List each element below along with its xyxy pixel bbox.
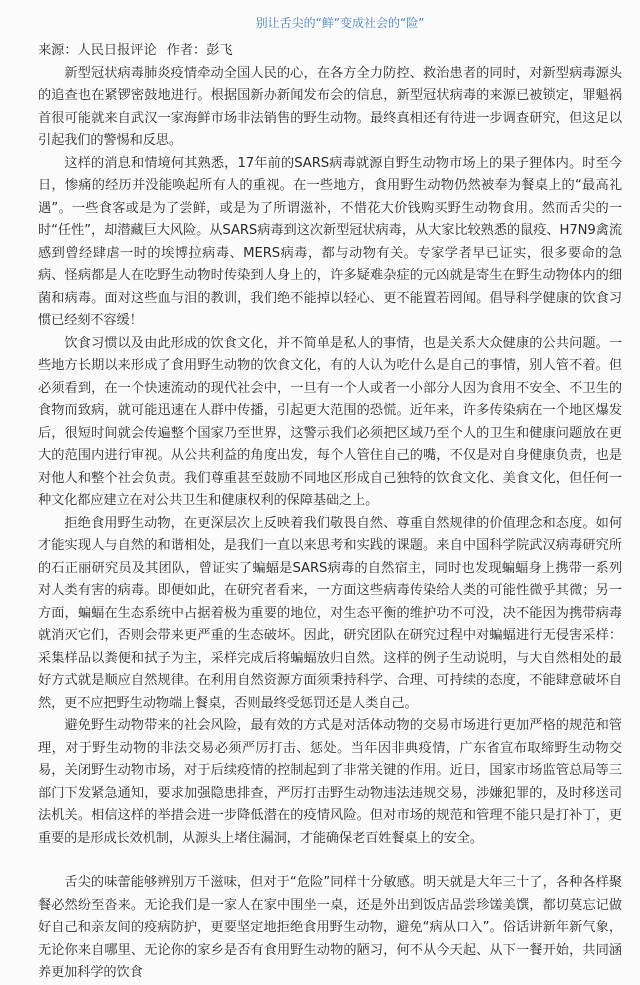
author-label: 作者：彭飞 <box>166 43 233 58</box>
paragraph: 拒绝食用野生动物，在更深层次上反映着我们敬畏自然、尊重自然规律的价值理念和态度。如何才能实现人与自然的和谐相处，是我们一直以来思考和实践的课题。来自中国科学院武汉病毒研究所的石正丽研究员及其团队，曾证实了蝙蝠是SARS病毒的自然宿主，同时也发现蝙蝠身上携带一系列对人类有害的病毒。即便如此，在研究者看来，一方面这些病毒传染给人类的可能性微乎其微；另一方面，蝙蝠在生态系统中占据着极为重要的地位，对生态平衡的维护功不可没，决不能因为携带病毒就消灭它们，否则会带来更严重的生态破坏。因此，研究团队在研究过程中对蝙蝠进行无侵害采样：采集样品以粪便和拭子为主，采样完成后将蝙蝠放归自然。这样的例子生动说明，与大自然相处的最好方式就是顺应自然规律。在利用自然资源方面须秉持科学、合理、可持续的态度，不能肆意破坏自然，更不应把野生动物端上餐桌，否则最终受惩罚还是人类自己。 <box>38 515 622 711</box>
paragraph: 舌尖的味蕾能够辨别万千滋味，但对于“危险”同样十分敏感。明天就是大年三十了，各种各样聚餐必然纷至沓来。无论我们是一家人在家中围坐一桌，还是外出到饭店品尝珍馐美馔，都切莫忘记做好自己和亲友间的疫病防护，更要坚定地拒绝食用野生动物，避免“病从口入”。俗话讲新年新气象，无论你来自哪里、无论你的家乡是否有食用野生动物的陋习，何不从今天起、从下一餐开始，共同涵养更加科学的饮食 <box>38 875 622 980</box>
paragraph-gap <box>38 850 622 872</box>
paragraph: 饮食习惯以及由此形成的饮食文化，并不简单是私人的事情，也是关系大众健康的公共问题。一些地方长期以来形成了食用野生动物的饮食文化，有的人认为吃什么是自己的事情，别人管不着。但必须看到，在一个快速流动的现代社会中，一旦有一个人或者一小部分人因为食用不安全、不卫生的食物而致病，就可能迅速在人群中传播，引起更大范围的恐慌。近年来，许多传染病在一个地区爆发后，很短时间就会传遍整个国家乃至世界，这警示我们必须把区域乃至个人的卫生和健康问题放在更大的范围内进行审视。从公共利益的角度出发，每个人管住自己的嘴，不仅是对自身健康负责，也是对他人和整个社会负责。我们尊重甚至鼓励不同地区形成自己独特的饮食文化、美食文化，但任何一种文化都应建立在对公共卫生和健康权利的保障基础之上。 <box>38 335 622 508</box>
paragraph: 这样的消息和情境何其熟悉，17年前的SARS病毒就源自野生动物市场上的果子狸体内。时至今日，惨痛的经历并没能唤起所有人的重视。在一些地方，食用野生动物仍然被奉为餐桌上的“最高礼遇”。一些食客或是为了尝鲜，或是为了所谓滋补，不惜花大价钱购买野生动物食用。然而舌尖的一时“任性”，却潜藏巨大风险。从SARS病毒到这次新型冠状病毒，从大家比较熟悉的鼠疫、H7N9禽流感到曾经肆虐一时的埃博拉病毒、MERS病毒，都与动物有关。专家学者早已证实，很多要命的急病、怪病都是人在吃野生动物时传染到人身上的，许多疑难杂症的元凶就是寄生在野生动物体内的细菌和病毒。面对这些血与泪的教训，我们绝不能掉以轻心、更不能置若罔闻。倡导科学健康的饮食习惯已经刻不容缓！ <box>38 155 622 328</box>
paragraph: 避免野生动物带来的社会风险，最有效的方式是对活体动物的交易市场进行更加严格的规范和管理，对于野生动物的非法交易必须严厉打击、惩处。当年因非典疫情，广东省宣布取缔野生动物交易，关闭野生动物市场，对于后续疫情的控制起到了非常关键的作用。近日，国家市场监管总局等三部门下发紧急通知，要求加强隐患排查，严厉打击野生动物违法违规交易，涉嫌犯罪的，及时移送司法机关。相信这样的举措会进一步降低潜在的疫情风险。但对市场的规范和管理不能只是打补丁，更重要的是形成长效机制，从源头上堵住漏洞，才能确保老百姓餐桌上的安全。 <box>38 718 622 846</box>
paragraph: 新型冠状病毒肺炎疫情牵动全国人民的心，在各方全力防控、救治患者的同时，对新型病毒源头的追查也在紧锣密鼓地进行。根据国新办新闻发布会的信息，新型冠状病毒的来源已被锁定，罪魁祸首很可能就来自武汉一家海鲜市场非法销售的野生动物。最终真相还有待进一步调查研究，但这足以引起我们的警惕和反思。 <box>38 65 622 148</box>
article-title: 别让舌尖的“鲜”变成社会的“险” <box>255 16 425 30</box>
byline <box>38 40 622 63</box>
source-label: 来源：人民日报评论 <box>38 43 157 58</box>
